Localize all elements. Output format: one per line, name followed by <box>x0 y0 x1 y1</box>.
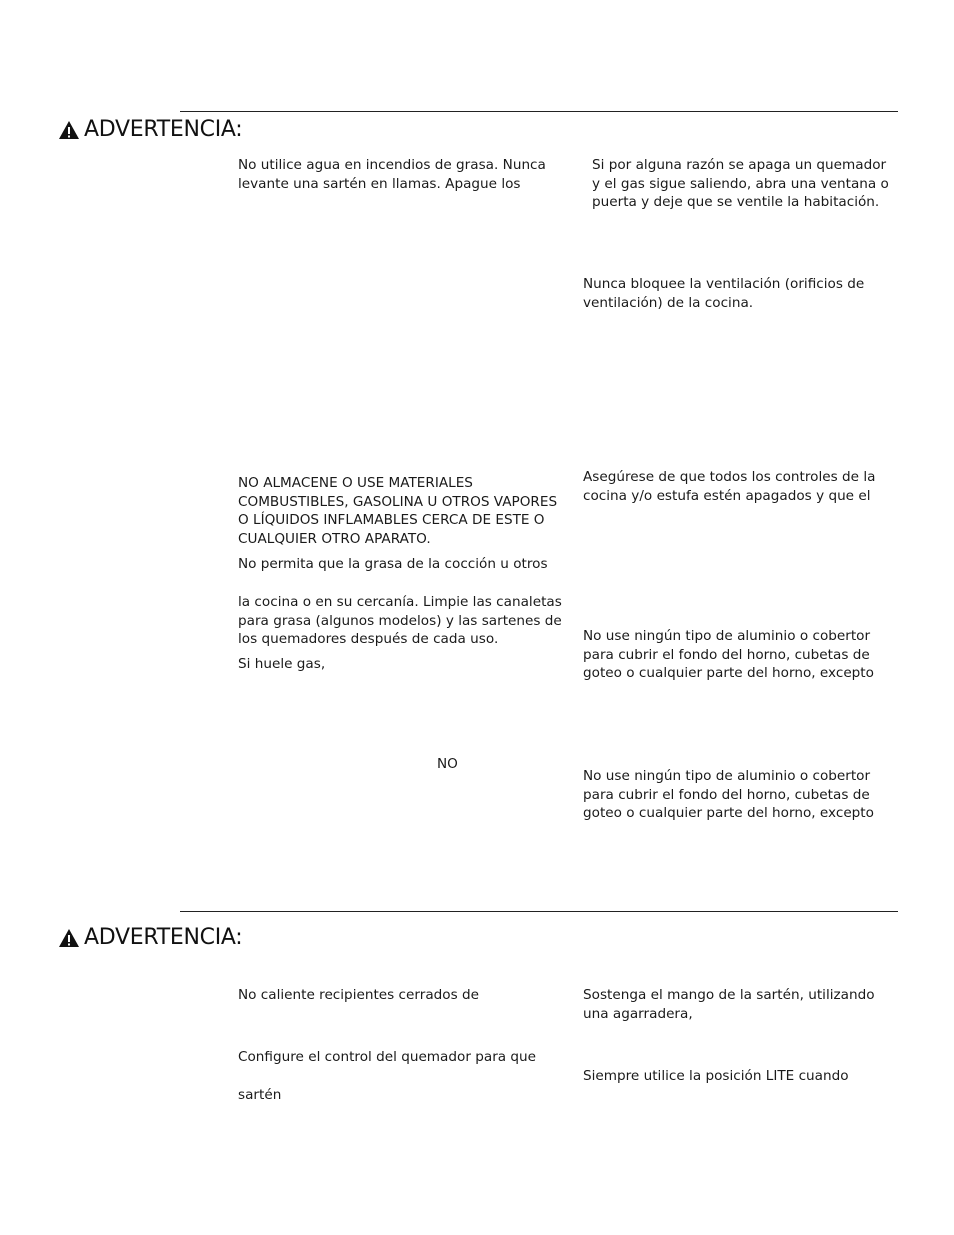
ventilation-warning: Nunca bloquee la ventilación (orificios de ventilación) de la cocina. <box>583 276 865 311</box>
aluminum-warning-2: No use ningún tipo de aluminio o cobertor para cubrir el fondo del horno, cubetas de goteo o cualquier parte del horno, excepto <box>583 768 874 822</box>
flammable-materials-warning: NO ALMACENE O USE MATERIALES COMBUSTIBLES, GASOLINA U OTROS VAPORES O LÍQUIDOS INFLAMABLES CERCA DE ESTE O CUALQUIER OTRO APARATO. <box>238 475 558 547</box>
pan-handle-warning: Sostenga el mango de la sartén, utilizando una agarradera, <box>583 987 875 1022</box>
aluminum-warning-1: No use ningún tipo de aluminio o cobertor para cubrir el fondo del horno, cubetas de goteo o cualquier parte del horno, excepto <box>583 628 874 682</box>
section-1-heading <box>58 117 242 142</box>
warning-triangle-icon <box>58 928 80 948</box>
grease-fire-warning: No utilice agua en incendios de grasa. Nunca levante una sartén en llamas. Apague los <box>238 157 546 192</box>
warning-triangle-icon <box>58 120 80 140</box>
clean-grease-troughs-text: la cocina o en su cercanía. Limpie las canaletas para grasa (algunos modelos) y las sartenes de los quemadores después de cada uso. <box>238 594 562 648</box>
controls-off-warning: Asegúrese de que todos los controles de la cocina y/o estufa estén apagados y que el <box>583 469 876 504</box>
lite-position-text: Siempre utilice la posición LITE cuando <box>583 1068 849 1084</box>
burner-out-warning: Si por alguna razón se apaga un quemador y el gas sigue saliendo, abra una ventana o puerta y deje que se ventile la habitación. <box>592 157 889 211</box>
gas-smell-warning: Si huele gas, <box>238 656 326 672</box>
closed-containers-warning: No caliente recipientes cerrados de <box>238 987 479 1003</box>
pan-text: sartén <box>238 1087 282 1103</box>
grease-buildup-warning: No permita que la grasa de la cocción u otros <box>238 556 548 572</box>
no-text: NO <box>437 756 458 772</box>
warning-heading-text: ADVERTENCIA: <box>84 925 243 950</box>
section-2-rule <box>180 911 898 912</box>
section-2-heading <box>58 925 242 950</box>
section-1-rule <box>180 111 898 112</box>
warning-heading-text: ADVERTENCIA: <box>84 117 243 142</box>
burner-control-setting-text: Configure el control del quemador para que <box>238 1049 537 1065</box>
